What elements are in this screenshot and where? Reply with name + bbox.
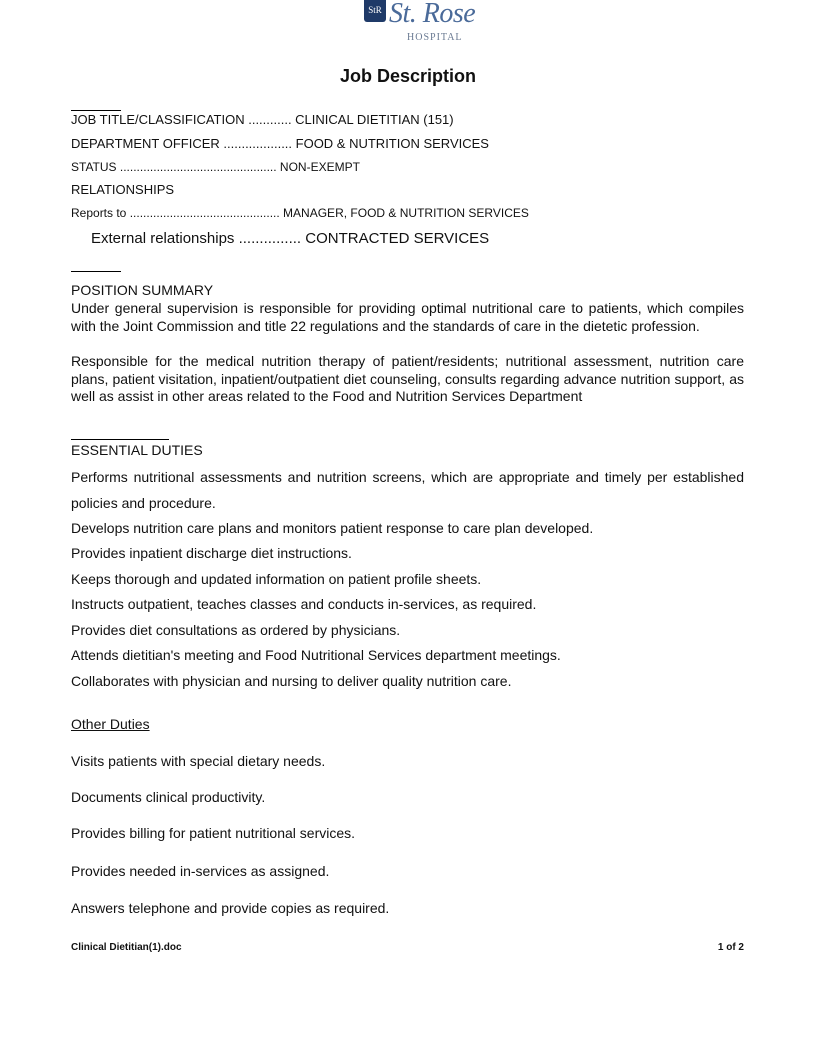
document-title: Job Description	[339, 66, 477, 86]
relationships-label: RELATIONSHIPS	[71, 182, 175, 197]
essential-duty-item: Provides inpatient discharge diet instructions.	[71, 545, 352, 561]
other-duty-item: Provides needed in-services as assigned.	[71, 863, 330, 879]
essential-duty-item: Develops nutrition care plans and monitors patient response to care plan developed.	[71, 520, 594, 536]
divider	[71, 439, 169, 440]
footer-filename: Clinical Dietitian(1).doc	[71, 942, 182, 953]
position-summary-paragraph-2: Responsible for the medical nutrition therapy of patient/residents; nutritional assessment, nutrition care plans, patient visitation, inpatient/outpatient diet counseling, consults regarding advance nutrition support, as well as assist in other areas related to the Food and Nutrition Services Department	[71, 353, 744, 405]
reports-to-field: Reports to ............................................. MANAGER, FOOD & NUTRITION SERVICES	[71, 206, 529, 220]
job-title-field: JOB TITLE/CLASSIFICATION ............ CLINICAL DIETITIAN (151)	[71, 112, 454, 127]
logo-badge	[364, 0, 386, 22]
essential-duty-item: Provides diet consultations as ordered by physicians.	[71, 622, 401, 638]
logo-badge-text: StR	[368, 5, 382, 15]
footer-page-number: 1 of 2	[717, 942, 744, 953]
position-summary-heading: POSITION SUMMARY	[71, 282, 214, 298]
external-relationships-field: External relationships ............... CONTRACTED SERVICES	[91, 230, 490, 247]
other-duty-item: Provides billing for patient nutritional services.	[71, 825, 356, 841]
essential-duties-heading: ESSENTIAL DUTIES	[71, 442, 203, 458]
logo-subtitle: HOSPITAL	[407, 32, 463, 43]
essential-duty-item: Collaborates with physician and nursing to deliver quality nutrition care.	[71, 673, 512, 689]
other-duty-item: Documents clinical productivity.	[71, 789, 266, 805]
divider	[71, 110, 121, 111]
other-duties-heading: Other Duties	[71, 716, 150, 732]
logo-name: St. Rose	[389, 0, 476, 29]
other-duty-item: Answers telephone and provide copies as required.	[71, 900, 390, 916]
divider	[71, 271, 121, 272]
status-field: STATUS ............................................... NON-EXEMPT	[71, 160, 360, 174]
essential-duty-item: Instructs outpatient, teaches classes and conducts in-services, as required.	[71, 596, 537, 612]
essential-duty-item: Keeps thorough and updated information on patient profile sheets.	[71, 571, 482, 587]
position-summary-paragraph-1: Under general supervision is responsible for providing optimal nutritional care to patients, which compiles with the Joint Commission and title 22 regulations and the standards of care in the dietetic profession.	[71, 300, 744, 334]
hospital-logo	[364, 0, 474, 46]
essential-duty-item: Attends dietitian's meeting and Food Nutritional Services department meetings.	[71, 647, 561, 663]
essential-duty-item: Performs nutritional assessments and nutrition screens, which are appropriate and timely per established policies and procedure.	[71, 469, 744, 511]
other-duty-item: Visits patients with special dietary needs.	[71, 753, 326, 769]
department-field: DEPARTMENT OFFICER ................... FOOD & NUTRITION SERVICES	[71, 136, 489, 151]
